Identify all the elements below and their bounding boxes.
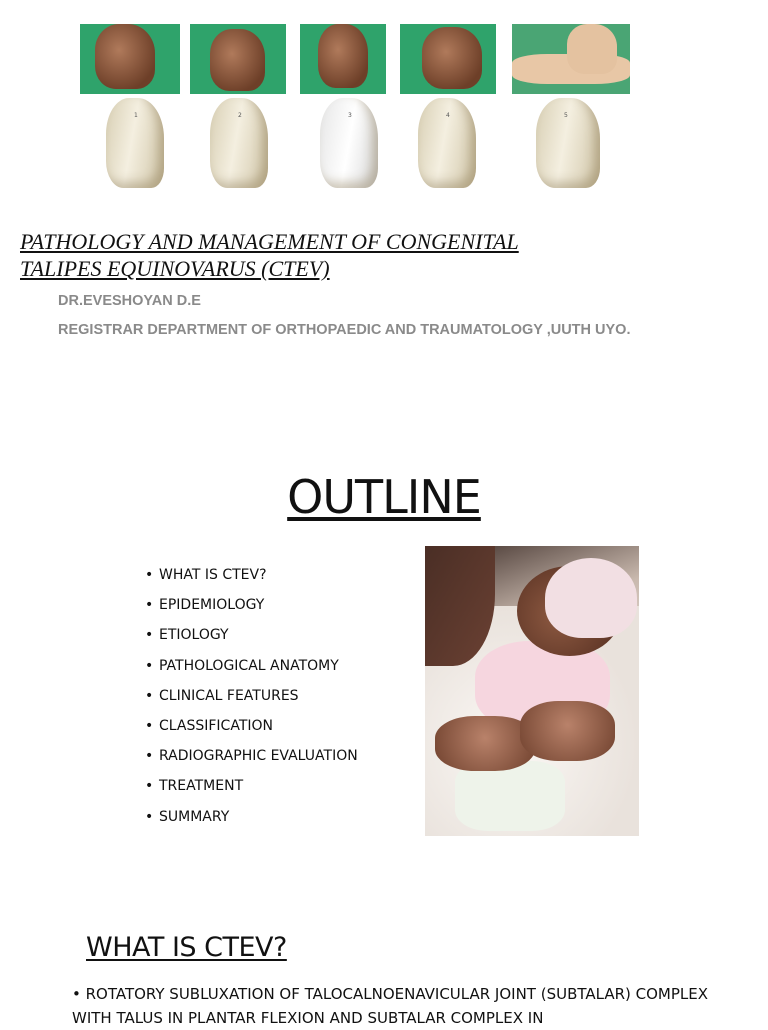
newborn-photo	[425, 546, 639, 836]
list-item: • PATHOLOGICAL ANATOMY	[145, 657, 339, 674]
list-item: • EPIDEMIOLOGY	[145, 597, 265, 614]
foot-photo-3	[300, 24, 386, 94]
author-name: DR.EVESHOYAN D.E	[58, 293, 201, 309]
cast-5: 5	[536, 98, 600, 188]
cast-1: 1	[106, 98, 164, 188]
clubfoot-photo-strip	[80, 24, 632, 96]
ctev-heading: WHAT IS CTEV?	[86, 932, 287, 963]
foot-photo-1	[80, 24, 180, 94]
list-item: • CLINICAL FEATURES	[145, 687, 299, 704]
list-item: • RADIOGRAPHIC EVALUATION	[145, 748, 358, 765]
outline-list	[145, 560, 358, 832]
foot-photo-4	[400, 24, 496, 94]
plaster-cast-strip	[80, 96, 632, 196]
title-line-2: TALIPES EQUINOVARUS (CTEV)	[20, 256, 330, 281]
cast-2: 2	[210, 98, 268, 188]
what-is-ctev-slide	[0, 920, 768, 1027]
cast-3: 3	[320, 98, 378, 188]
foot-photo-2	[190, 24, 286, 94]
outline-heading: OUTLINE	[287, 470, 481, 524]
title-slide	[0, 0, 768, 360]
presentation-title	[20, 228, 519, 282]
title-line-1: PATHOLOGY AND MANAGEMENT OF CONGENITAL	[20, 229, 519, 254]
foot-photo-5	[512, 24, 630, 94]
list-item: • WHAT IS CTEV?	[145, 567, 267, 584]
outline-slide	[0, 460, 768, 880]
list-item: • CLASSIFICATION	[145, 718, 273, 735]
cast-4: 4	[418, 98, 476, 188]
list-item: • ETIOLOGY	[145, 627, 229, 644]
list-item: • SUMMARY	[145, 808, 230, 825]
list-item: • TREATMENT	[145, 778, 244, 795]
ctev-definition: • ROTATORY SUBLUXATION OF TALOCALNOENAVICULAR JOINT (SUBTALAR) COMPLEX WITH TALUS IN PLANTAR FLEXION AND SUBTALAR COMPLEX IN	[72, 985, 709, 1027]
author-affiliation: REGISTRAR DEPARTMENT OF ORTHOPAEDIC AND TRAUMATOLOGY ,UUTH UYO.	[58, 322, 631, 338]
